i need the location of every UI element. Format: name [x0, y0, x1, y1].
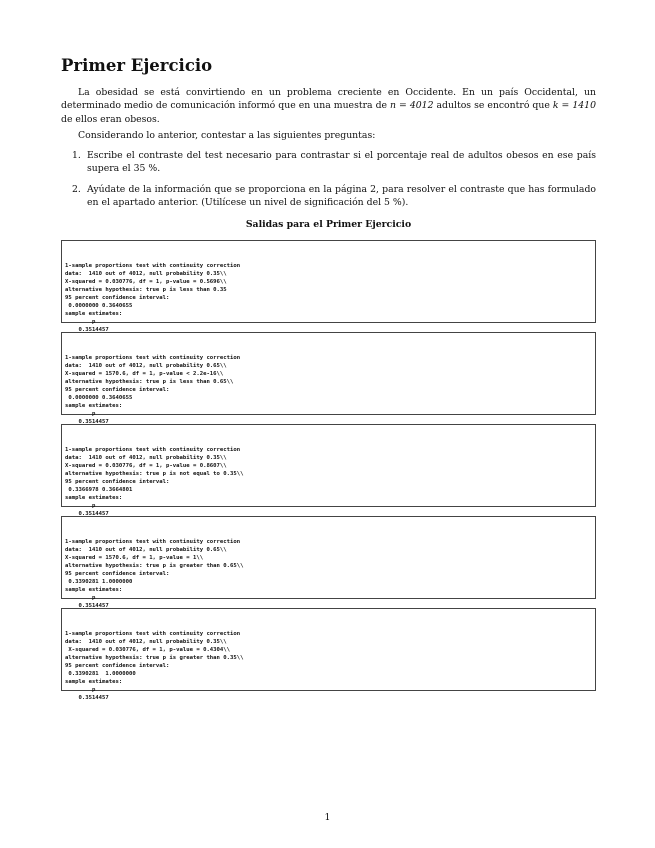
- intro-text-b: adultos se encontró que: [433, 100, 553, 112]
- output-line: data: 1410 out of 4012, null probability 0.35\\: [65, 638, 227, 645]
- r-output-box: [61, 608, 596, 702]
- output-line: alternative hypothesis: true p is not equal to 0.35\\: [65, 470, 244, 477]
- output-line: alternative hypothesis: true p is less than 0.35: [65, 286, 227, 293]
- output-line: alternative hypothesis: true p is greater than 0.65\\: [65, 562, 244, 569]
- output-line: p: [65, 595, 96, 602]
- output-line: X-squared = 1570.6, df = 1, p-value = 1\\: [65, 554, 204, 561]
- output-line: X-squared = 0.030776, df = 1, p-value = 0.4304\\: [65, 646, 231, 653]
- output-line: 95 percent confidence interval:: [65, 478, 170, 485]
- intro-text-c: de ellos eran obesos.: [61, 113, 160, 125]
- question-number: 2.: [72, 183, 81, 195]
- output-line: 0.3514457: [65, 603, 109, 610]
- page-number: 1: [324, 812, 331, 823]
- output-line: alternative hypothesis: true p is less than 0.65\\: [65, 378, 234, 385]
- output-line: 0.3514457: [65, 511, 109, 518]
- output-line: 0.3390281 1.0000000: [65, 671, 136, 678]
- output-line: 1-sample proportions test with continuity correction: [65, 538, 241, 545]
- output-line: p: [65, 319, 96, 326]
- output-line: data: 1410 out of 4012, null probability 0.65\\: [65, 546, 227, 553]
- output-line: sample estimates:: [65, 403, 123, 410]
- intro-paragraph: [61, 86, 596, 126]
- output-line: data: 1410 out of 4012, null probability 0.65\\: [65, 362, 227, 369]
- sample-size: n = 4012: [390, 100, 434, 112]
- output-line: 95 percent confidence interval:: [65, 386, 170, 393]
- output-line: X-squared = 0.030776, df = 1, p-value = 0.8607\\: [65, 462, 227, 469]
- output-line: alternative hypothesis: true p is greater than 0.35\\: [65, 654, 244, 661]
- output-line: X-squared = 0.030776, df = 1, p-value = 0.5696\\: [65, 278, 227, 285]
- r-output-box: [61, 424, 596, 518]
- question-item: [61, 183, 596, 210]
- question-text: Escribe el contraste del test necesario para contrastar si el porcentaje real de adultos obesos en ese país supera el 35 %.: [87, 150, 596, 175]
- output-line: 0.3390281 1.0000000: [65, 579, 133, 586]
- r-output-box: [61, 240, 596, 334]
- output-line: 1-sample proportions test with continuity correction: [65, 446, 241, 453]
- question-list: [61, 149, 596, 209]
- output-line: 95 percent confidence interval:: [65, 570, 170, 577]
- r-output-box: [61, 332, 596, 426]
- instructions-paragraph: Considerando lo anterior, contestar a las siguientes preguntas:: [78, 129, 376, 141]
- output-line: X-squared = 1570.6, df = 1, p-value < 2.2e-16\\: [65, 370, 224, 377]
- output-line: p: [65, 411, 96, 418]
- question-text: Ayúdate de la información que se proporciona en la página 2, para resolver el contraste que has formulado en el apartado anterior. (Utilícese un nivel de significación del 5 %).: [87, 183, 596, 209]
- output-line: 1-sample proportions test with continuity correction: [65, 354, 241, 361]
- output-line: 0.3514457: [65, 419, 109, 426]
- output-line: 95 percent confidence interval:: [65, 662, 170, 669]
- output-line: data: 1410 out of 4012, null probability 0.35\\: [65, 270, 227, 277]
- r-output-box: [61, 516, 596, 610]
- output-line: 1-sample proportions test with continuity correction: [65, 262, 241, 269]
- output-line: sample estimates:: [65, 587, 123, 594]
- output-line: 0.0000000 0.3640655: [65, 395, 133, 402]
- output-line: 0.3366978 0.3664801: [65, 487, 133, 494]
- outputs-heading: Salidas para el Primer Ejercicio: [245, 219, 412, 231]
- output-line: 0.3514457: [65, 327, 109, 334]
- output-line: data: 1410 out of 4012, null probability 0.35\\: [65, 454, 227, 461]
- question-item: [61, 149, 596, 176]
- output-line: 1-sample proportions test with continuity correction: [65, 630, 241, 637]
- intro-text-a: La obesidad se está convirtiendo en un problema creciente en Occidente. En un país Occidental, un determinado medio de comunicación informó que en una muestra de: [61, 87, 596, 112]
- output-line: sample estimates:: [65, 679, 123, 686]
- output-line: p: [65, 503, 96, 510]
- output-line: 0.0000000 0.3640655: [65, 303, 133, 310]
- success-count: k = 1410: [552, 100, 596, 112]
- page-content: [61, 56, 596, 700]
- output-line: 0.3514457: [65, 695, 109, 702]
- output-line: sample estimates:: [65, 495, 123, 502]
- output-line: p: [65, 687, 96, 694]
- output-line: 95 percent confidence interval:: [65, 294, 170, 301]
- section-title: Primer Ejercicio: [61, 56, 213, 75]
- output-line: sample estimates:: [65, 311, 123, 318]
- question-number: 1.: [72, 150, 81, 162]
